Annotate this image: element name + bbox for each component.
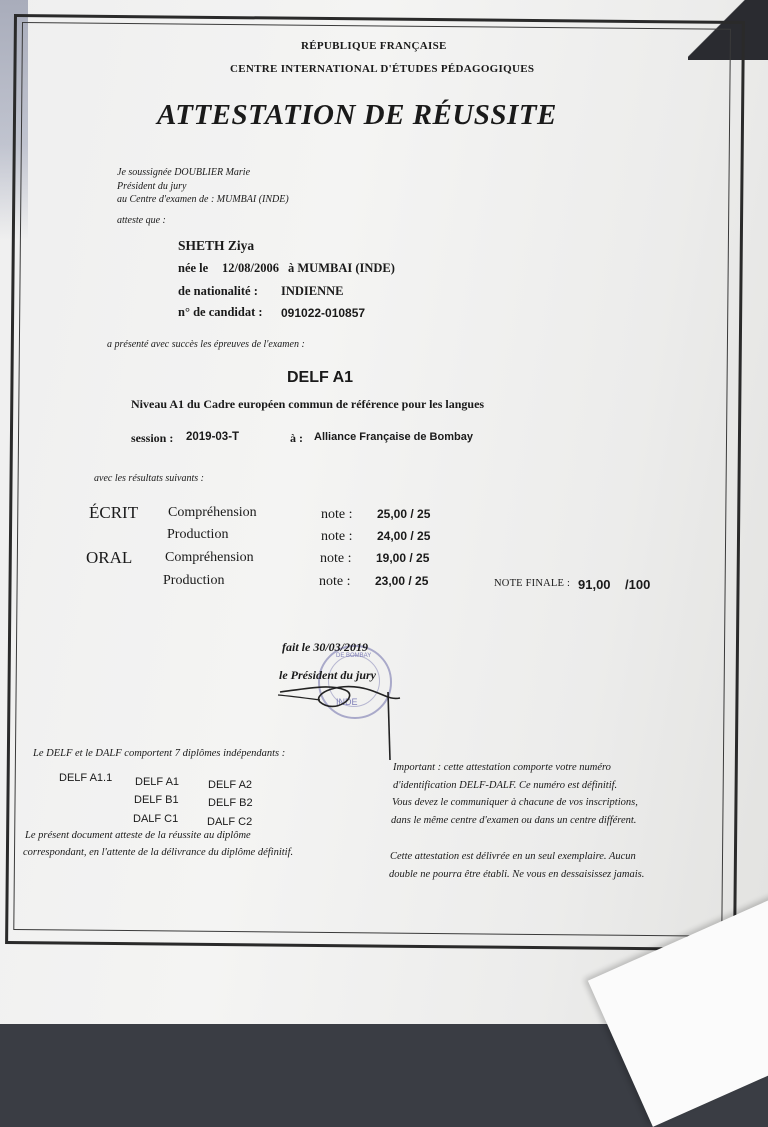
- candidate-number-label: n° de candidat :: [178, 305, 263, 319]
- important-line1: Important : cette attestation comporte votre numéro: [393, 762, 611, 773]
- diploma-delf-a1-1: DELF A1.1: [59, 772, 113, 784]
- centre-heading: CENTRE INTERNATIONAL D'ÉTUDES PÉDAGOGIQUES: [230, 63, 535, 75]
- diploma-delf-b2: DELF B2: [208, 797, 253, 809]
- important-line3: Vous devez le communiquer à chacune de vos inscriptions,: [392, 797, 638, 808]
- oral-comprehension-label: Compréhension: [165, 550, 254, 565]
- issue-date: fait le 30/03/2019: [282, 640, 368, 654]
- exam-centre: au Centre d'examen de : MUMBAI (INDE): [117, 194, 289, 205]
- single-copy-line1: Cette attestation est délivrée en un seul exemplaire. Aucun: [390, 851, 636, 862]
- diploma-delf-b1: DELF B1: [134, 794, 179, 806]
- score-ecrit-production: 24,00 / 25: [377, 529, 431, 543]
- oral-production-label: Production: [163, 573, 225, 588]
- diplomas-intro: Le DELF et le DALF comportent 7 diplômes indépendants :: [33, 748, 286, 759]
- session-value: 2019-03-T: [186, 431, 240, 443]
- footer-note-line2: correspondant, en l'attente de la délivrance du diplôme définitif.: [23, 847, 294, 858]
- official-stamp: DE BOMBAY INDE: [318, 645, 392, 719]
- section-oral: ORAL: [86, 548, 133, 567]
- birth-date: 12/08/2006: [222, 261, 279, 275]
- nationality-value: INDIENNE: [281, 284, 344, 298]
- score-oral-comprehension: 19,00 / 25: [376, 551, 430, 565]
- place-label: à :: [290, 431, 303, 445]
- exam-level: Niveau A1 du Cadre européen commun de référence pour les langues: [131, 397, 485, 411]
- candidate-name: SHETH Ziya: [178, 238, 255, 253]
- presented-label: a présenté avec succès les épreuves de l'examen :: [107, 339, 305, 350]
- diploma-dalf-c2: DALF C2: [207, 816, 253, 828]
- exam-name: DELF A1: [287, 369, 354, 386]
- important-line2: d'identification DELF-DALF. Ce numéro est définitif.: [393, 780, 618, 791]
- session-label: session :: [131, 431, 174, 445]
- note-label: note :: [319, 574, 351, 589]
- note-label: note :: [320, 551, 352, 566]
- diploma-delf-a1: DELF A1: [135, 776, 180, 788]
- important-line4: dans le même centre d'examen ou dans un centre différent.: [391, 815, 637, 826]
- score-ecrit-comprehension: 25,00 / 25: [377, 507, 431, 521]
- final-score-max: /100: [625, 577, 651, 592]
- atteste-label: atteste que :: [117, 215, 166, 226]
- final-score-value: 91,00: [578, 577, 611, 592]
- candidate-number: 091022-010857: [281, 306, 366, 320]
- exam-place: Alliance Française de Bombay: [314, 431, 473, 443]
- page-title: ATTESTATION DE RÉUSSITE: [157, 99, 557, 131]
- signatory-role: Président du jury: [117, 181, 187, 192]
- signatory-line: Je soussignée DOUBLIER Marie: [117, 167, 251, 178]
- ecrit-comprehension-label: Compréhension: [168, 505, 257, 520]
- ecrit-production-label: Production: [167, 527, 229, 542]
- diploma-delf-a2: DELF A2: [208, 779, 253, 791]
- final-score-label: NOTE FINALE :: [494, 578, 571, 589]
- footer-note-line1: Le présent document atteste de la réussite au diplôme: [25, 830, 251, 841]
- president-label: le Président du jury: [279, 668, 377, 682]
- single-copy-line2: double ne pourra être établi. Ne vous en dessaisissez jamais.: [389, 869, 645, 880]
- section-ecrit: ÉCRIT: [89, 503, 139, 522]
- results-intro: avec les résultats suivants :: [94, 473, 204, 484]
- note-label: note :: [321, 507, 353, 522]
- republic-heading: RÉPUBLIQUE FRANÇAISE: [301, 40, 447, 52]
- nationality-label: de nationalité :: [178, 284, 258, 298]
- note-label: note :: [321, 529, 353, 544]
- score-oral-production: 23,00 / 25: [375, 574, 429, 588]
- diploma-dalf-c1: DALF C1: [133, 813, 179, 825]
- birth-place: à MUMBAI (INDE): [288, 261, 395, 275]
- birth-label: née le: [178, 261, 209, 275]
